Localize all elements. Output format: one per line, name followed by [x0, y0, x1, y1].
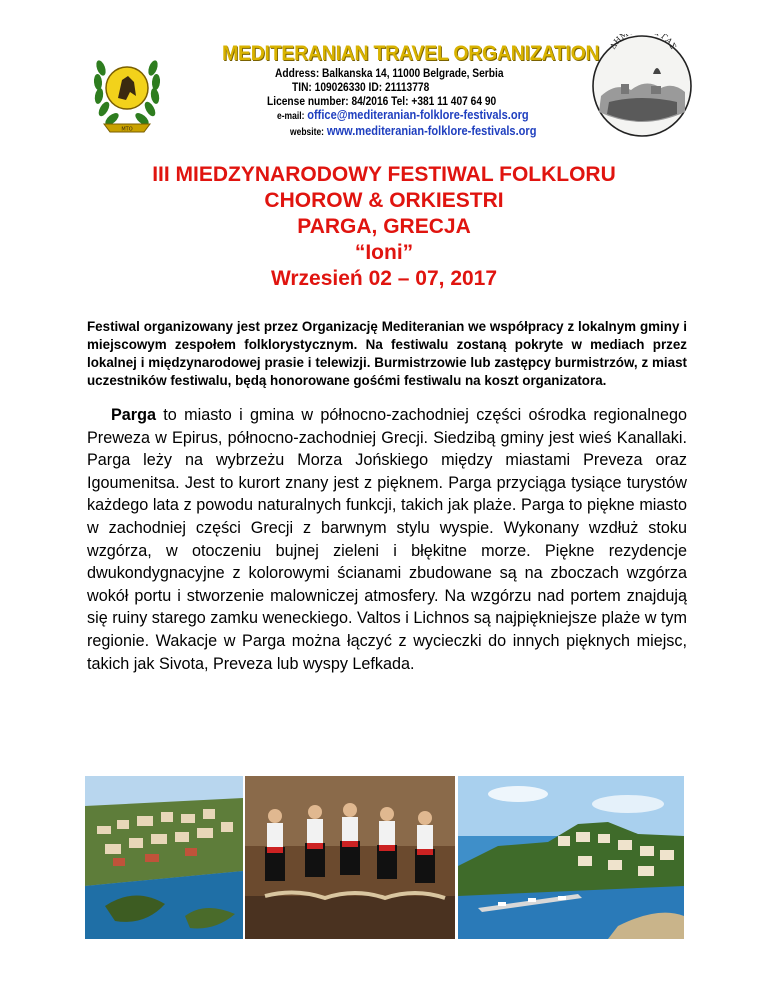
intro-paragraph: Festiwal organizowany jest przez Organizację Mediteranian we współpracy z lokalnym gminy i miejscowym zespołem folklorystycznym. Na festiwalu zostaną pokryte w mediach przez lokalnej i międzynarodowej prasie i telewizji. Burmistrzowie lub zastępcy burmistrzów, z miast uczestników festiwalu, będą honorowane gośćmi festiwalu na koszt organizatora. — [87, 319, 687, 388]
svg-text:MTO: MTO — [121, 126, 133, 133]
website-label: website: — [290, 127, 325, 138]
organization-name: MEDITERANIAN TRAVEL ORGANIZATION — [222, 42, 600, 65]
website-link[interactable]: www.mediteranian-folklore-festivals.org — [326, 123, 537, 138]
title-line-1: III MIEDZYNARODOWY FESTIWAL FOLKLORU — [152, 163, 616, 186]
license-line: License number: 84/2016 Tel: +381 11 407 64 90 — [267, 94, 497, 108]
address-line: Address: Balkanska 14, 11000 Belgrade, Serbia — [275, 66, 504, 80]
organization-header — [222, 42, 600, 140]
festival-title — [0, 162, 768, 292]
email-line — [277, 107, 529, 124]
email-link[interactable]: office@mediteranian-folklore-festivals.org — [307, 107, 529, 122]
parga-coast-photo — [85, 776, 243, 939]
body-text: to miasto i gmina w północno-zachodniej części ośrodka regionalnego Preweza w Epirus, północno-zachodniej Grecji. Siedzibą gminy jest wieś Kanallaki. Parga leży na wybrzeżu Morza Jońskiego między miastami Preveza oraz Igoumenitsa. Jest to kurort znany jest z pięknem. Parga przyciąga tysiące turystów każdego lata z powodu naturalnych funkcji, takich jak plaże. Parga to piękne miasto w zachodniej części Grecji z barwnym stylu wyspie. Wykonany wzdłuż stoku wzgórza, w otoczeniu bujnej zieleni i błękitne morze. Piękne rezydencje dwukondygnacyjne z kolorowymi ścianami zbudowane są na zboczach wzgórza wokół portu i stworzenie malowniczej atmosfery. Na wzgórzu nad portem znajdują się ruiny starego zamku weneckiego. Valtos i Lichnos są najpiękniejsze plaże w tym regionie. Wakacje w Parga można łączyć z wycieczki do innych pięknych miejsc, takich jak Sivota, Preveza lub wyspy Lefkada. — [87, 406, 687, 673]
title-dates: Wrzesień 02 – 07, 2017 — [270, 267, 498, 290]
title-line-4: “Ioni” — [354, 241, 414, 264]
tin-line: TIN: 109026330 ID: 21113778 — [292, 80, 430, 94]
title-line-2: CHOROW & ORKIESTRI — [264, 189, 504, 212]
organization-logo — [92, 46, 162, 138]
municipality-seal — [591, 34, 693, 138]
body-paragraph — [87, 404, 687, 675]
body-lead-word: Parga — [111, 406, 156, 424]
seal-text: ΔΗΜ ΓΑΣ — [608, 34, 678, 51]
email-label: e-mail: — [277, 111, 305, 122]
title-line-3: PARGA, GRECJA — [297, 215, 471, 238]
folk-dancers-photo — [245, 776, 455, 939]
parga-harbour-photo — [458, 776, 684, 939]
website-line — [290, 123, 537, 140]
